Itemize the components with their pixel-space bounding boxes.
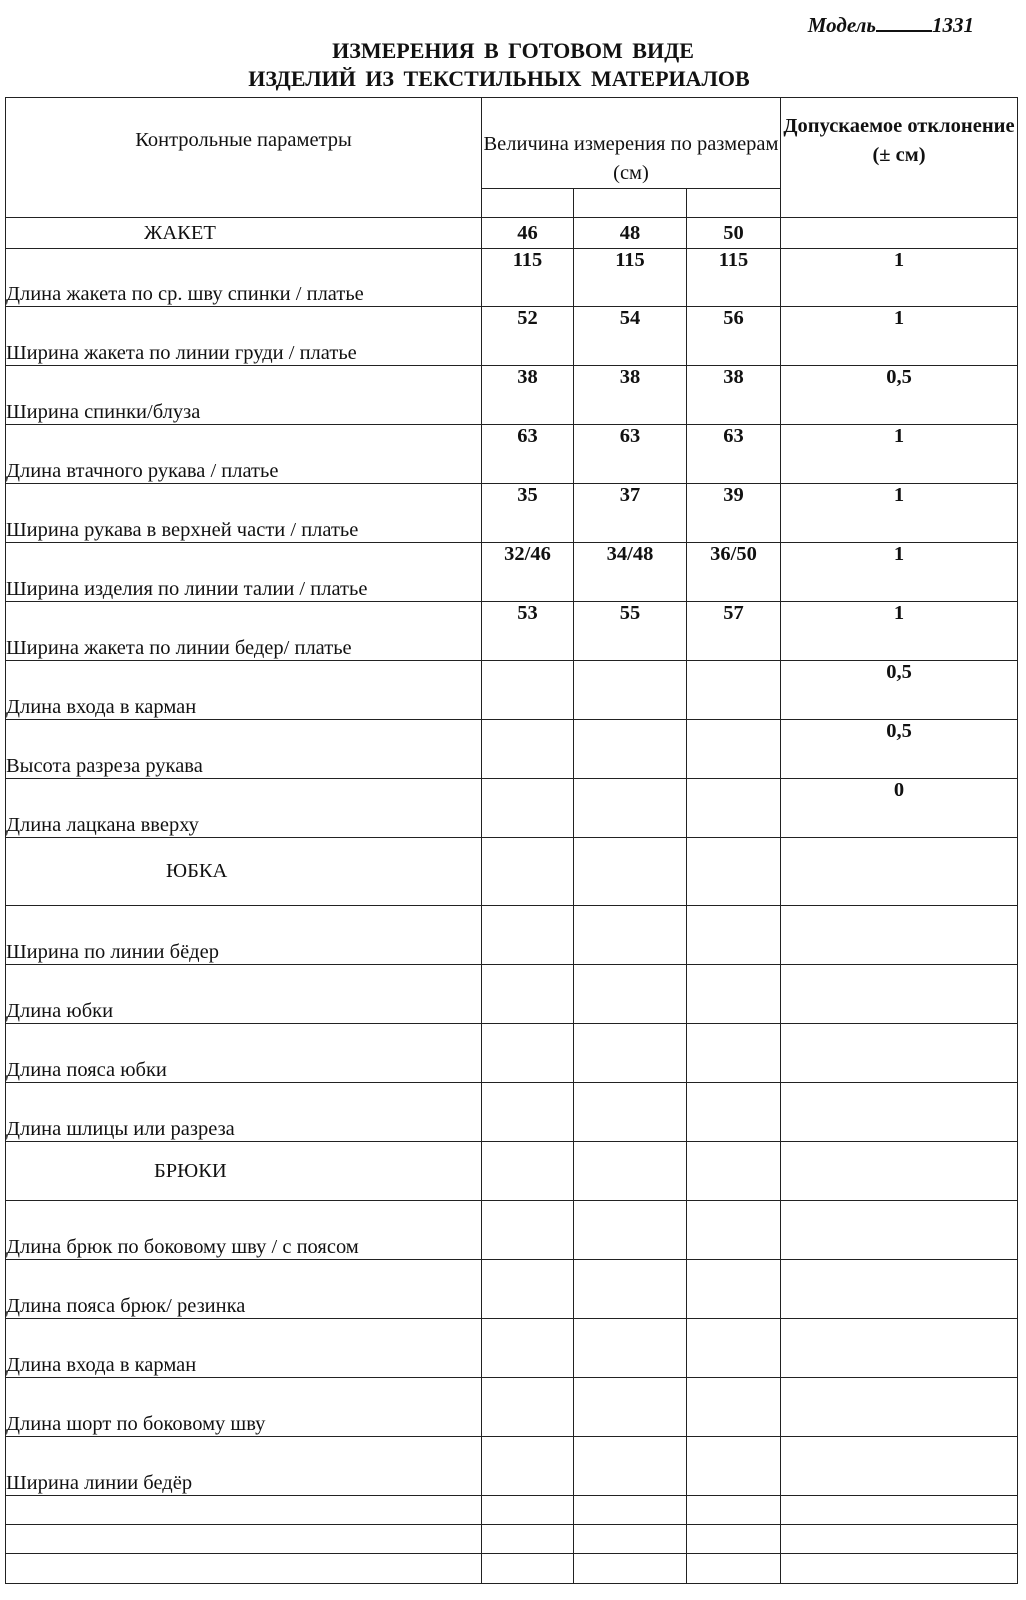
- measurements-table: [5, 97, 1018, 1584]
- empty-cell: [781, 1378, 1018, 1437]
- empty-cell: [574, 1142, 687, 1201]
- tolerance-value: 1: [781, 307, 1018, 366]
- empty-row: [6, 1525, 1018, 1554]
- empty-cell: [687, 1201, 781, 1260]
- value-size-50: [687, 661, 781, 720]
- tolerance-value: 1: [781, 602, 1018, 661]
- empty-cell: [574, 965, 687, 1024]
- value-size-46: 115: [482, 249, 574, 307]
- empty-row: [6, 1496, 1018, 1525]
- model-label: Модель: [807, 13, 876, 37]
- row-label: Ширина рукава в верхней части / платье: [6, 484, 482, 543]
- empty-cell: [781, 1437, 1018, 1496]
- empty-cell: [574, 1437, 687, 1496]
- table-row: [6, 1083, 1018, 1142]
- table-row: [6, 965, 1018, 1024]
- empty-cell: [687, 1319, 781, 1378]
- empty-cell: [687, 1142, 781, 1201]
- table-row: [6, 1437, 1018, 1496]
- tolerance-value: 0: [781, 779, 1018, 838]
- empty-cell: [482, 1201, 574, 1260]
- value-size-46: 32/46: [482, 543, 574, 602]
- empty-cell: [687, 1378, 781, 1437]
- empty-cell: [687, 1083, 781, 1142]
- tolerance-value: 1: [781, 249, 1018, 307]
- empty-cell: [482, 965, 574, 1024]
- empty-cell: [482, 1142, 574, 1201]
- value-size-46: [482, 720, 574, 779]
- table-row: [6, 1319, 1018, 1378]
- table-row: [6, 1260, 1018, 1319]
- table-row: [6, 1201, 1018, 1260]
- empty-cell: [482, 838, 574, 906]
- model-number-label: [808, 12, 974, 38]
- document-title-line-1: ИЗМЕРЕНИЯ В ГОТОВОМ ВИДЕ: [332, 38, 694, 63]
- empty-cell: [482, 1437, 574, 1496]
- value-size-46: 35: [482, 484, 574, 543]
- tolerance-value: 1: [781, 543, 1018, 602]
- empty-cell: [781, 1083, 1018, 1142]
- empty-cell: [781, 906, 1018, 965]
- empty-cell: [574, 906, 687, 965]
- table-row: [6, 720, 1018, 779]
- empty-cell: [574, 1024, 687, 1083]
- row-label: Длина юбки: [6, 965, 482, 1024]
- empty-cell: [574, 838, 687, 906]
- tolerance-value: 0,5: [781, 366, 1018, 425]
- model-underline: [876, 12, 932, 32]
- table-row: [6, 543, 1018, 602]
- value-size-48: 34/48: [574, 543, 687, 602]
- empty-cell: [482, 1083, 574, 1142]
- value-size-50: 39: [687, 484, 781, 543]
- table-row: [6, 249, 1018, 307]
- empty-cell: [781, 1260, 1018, 1319]
- value-size-48: 54: [574, 307, 687, 366]
- value-size-50: [687, 779, 781, 838]
- tolerance-value: 1: [781, 425, 1018, 484]
- value-size-48: 63: [574, 425, 687, 484]
- row-label: Длина шлицы или разреза: [6, 1083, 482, 1142]
- empty-cell: [687, 1024, 781, 1083]
- table-row: [6, 602, 1018, 661]
- table-row: [6, 484, 1018, 543]
- model-number: 1331: [932, 13, 974, 37]
- row-label: Ширина по линии бёдер: [6, 906, 482, 965]
- size-subheader-cell: [687, 189, 781, 218]
- table-row: [6, 1378, 1018, 1437]
- value-size-46: 53: [482, 602, 574, 661]
- value-size-48: 115: [574, 249, 687, 307]
- value-size-50: 57: [687, 602, 781, 661]
- size-subheader-cell: [574, 189, 687, 218]
- jacket-section-row: [6, 218, 1018, 249]
- size-50: 50: [687, 218, 781, 249]
- value-size-50: 36/50: [687, 543, 781, 602]
- empty-cell: [574, 1319, 687, 1378]
- empty-cell: [687, 906, 781, 965]
- empty-cell: [781, 838, 1018, 906]
- section-title-jacket: ЖАКЕТ: [6, 218, 482, 249]
- value-size-46: [482, 779, 574, 838]
- value-size-46: 63: [482, 425, 574, 484]
- header-measurement-by-size: Величина измерения по размерам (см): [482, 98, 781, 189]
- tolerance-value: 1: [781, 484, 1018, 543]
- table-row: [6, 1024, 1018, 1083]
- empty-cell: [781, 1201, 1018, 1260]
- empty-cell: [687, 1260, 781, 1319]
- section-title-skirt: ЮБКА: [6, 838, 482, 906]
- table-row: [6, 425, 1018, 484]
- value-size-50: 63: [687, 425, 781, 484]
- document-title-line-2: ИЗДЕЛИЙ ИЗ ТЕКСТИЛЬНЫХ МАТЕРИАЛОВ: [248, 66, 750, 91]
- empty-cell: [781, 965, 1018, 1024]
- header-tolerance: Допускаемое отклонение (± см): [781, 98, 1018, 218]
- value-size-46: [482, 661, 574, 720]
- empty-cell: [482, 1024, 574, 1083]
- row-label: Длина жакета по ср. шву спинки / платье: [6, 249, 482, 307]
- empty-cell: [781, 218, 1018, 249]
- value-size-48: 38: [574, 366, 687, 425]
- size-subheader-cell: [482, 189, 574, 218]
- row-label: Ширина линии бедёр: [6, 1437, 482, 1496]
- empty-row: [6, 1554, 1018, 1584]
- table-row: [6, 779, 1018, 838]
- row-label: Высота разреза рукава: [6, 720, 482, 779]
- empty-cell: [574, 1260, 687, 1319]
- empty-cell: [781, 1024, 1018, 1083]
- size-48: 48: [574, 218, 687, 249]
- empty-cell: [574, 1201, 687, 1260]
- value-size-48: [574, 720, 687, 779]
- section-title-trousers: БРЮКИ: [6, 1142, 482, 1201]
- empty-cell: [482, 1319, 574, 1378]
- empty-cell: [482, 1260, 574, 1319]
- trousers-section-row: [6, 1142, 1018, 1201]
- row-label: Ширина жакета по линии бедер/ платье: [6, 602, 482, 661]
- value-size-50: [687, 720, 781, 779]
- empty-cell: [482, 906, 574, 965]
- row-label: Длина входа в карман: [6, 1319, 482, 1378]
- empty-cell: [781, 1319, 1018, 1378]
- row-label: Длина входа в карман: [6, 661, 482, 720]
- row-label: Длина лацкана вверху: [6, 779, 482, 838]
- value-size-48: [574, 779, 687, 838]
- table-row: [6, 366, 1018, 425]
- skirt-section-row: [6, 838, 1018, 906]
- value-size-48: 37: [574, 484, 687, 543]
- value-size-48: [574, 661, 687, 720]
- row-label: Ширина жакета по линии груди / платье: [6, 307, 482, 366]
- empty-cell: [781, 1142, 1018, 1201]
- value-size-50: 115: [687, 249, 781, 307]
- empty-cell: [687, 965, 781, 1024]
- tolerance-value: 0,5: [781, 720, 1018, 779]
- tolerance-value: 0,5: [781, 661, 1018, 720]
- row-label: Ширина изделия по линии талии / платье: [6, 543, 482, 602]
- row-label: Длина шорт по боковому шву: [6, 1378, 482, 1437]
- value-size-50: 56: [687, 307, 781, 366]
- row-label: Длина втачного рукава / платье: [6, 425, 482, 484]
- row-label: Длина брюк по боковому шву / с поясом: [6, 1201, 482, 1260]
- table-row: [6, 307, 1018, 366]
- row-label: Длина пояса брюк/ резинка: [6, 1260, 482, 1319]
- row-label: Длина пояса юбки: [6, 1024, 482, 1083]
- row-label: Ширина спинки/блуза: [6, 366, 482, 425]
- value-size-50: 38: [687, 366, 781, 425]
- value-size-46: 52: [482, 307, 574, 366]
- header-control-parameters: Контрольные параметры: [6, 98, 482, 218]
- table-row: [6, 906, 1018, 965]
- value-size-46: 38: [482, 366, 574, 425]
- table-row: [6, 661, 1018, 720]
- empty-cell: [687, 838, 781, 906]
- empty-cell: [687, 1437, 781, 1496]
- empty-cell: [574, 1378, 687, 1437]
- empty-cell: [574, 1083, 687, 1142]
- size-46: 46: [482, 218, 574, 249]
- value-size-48: 55: [574, 602, 687, 661]
- empty-cell: [482, 1378, 574, 1437]
